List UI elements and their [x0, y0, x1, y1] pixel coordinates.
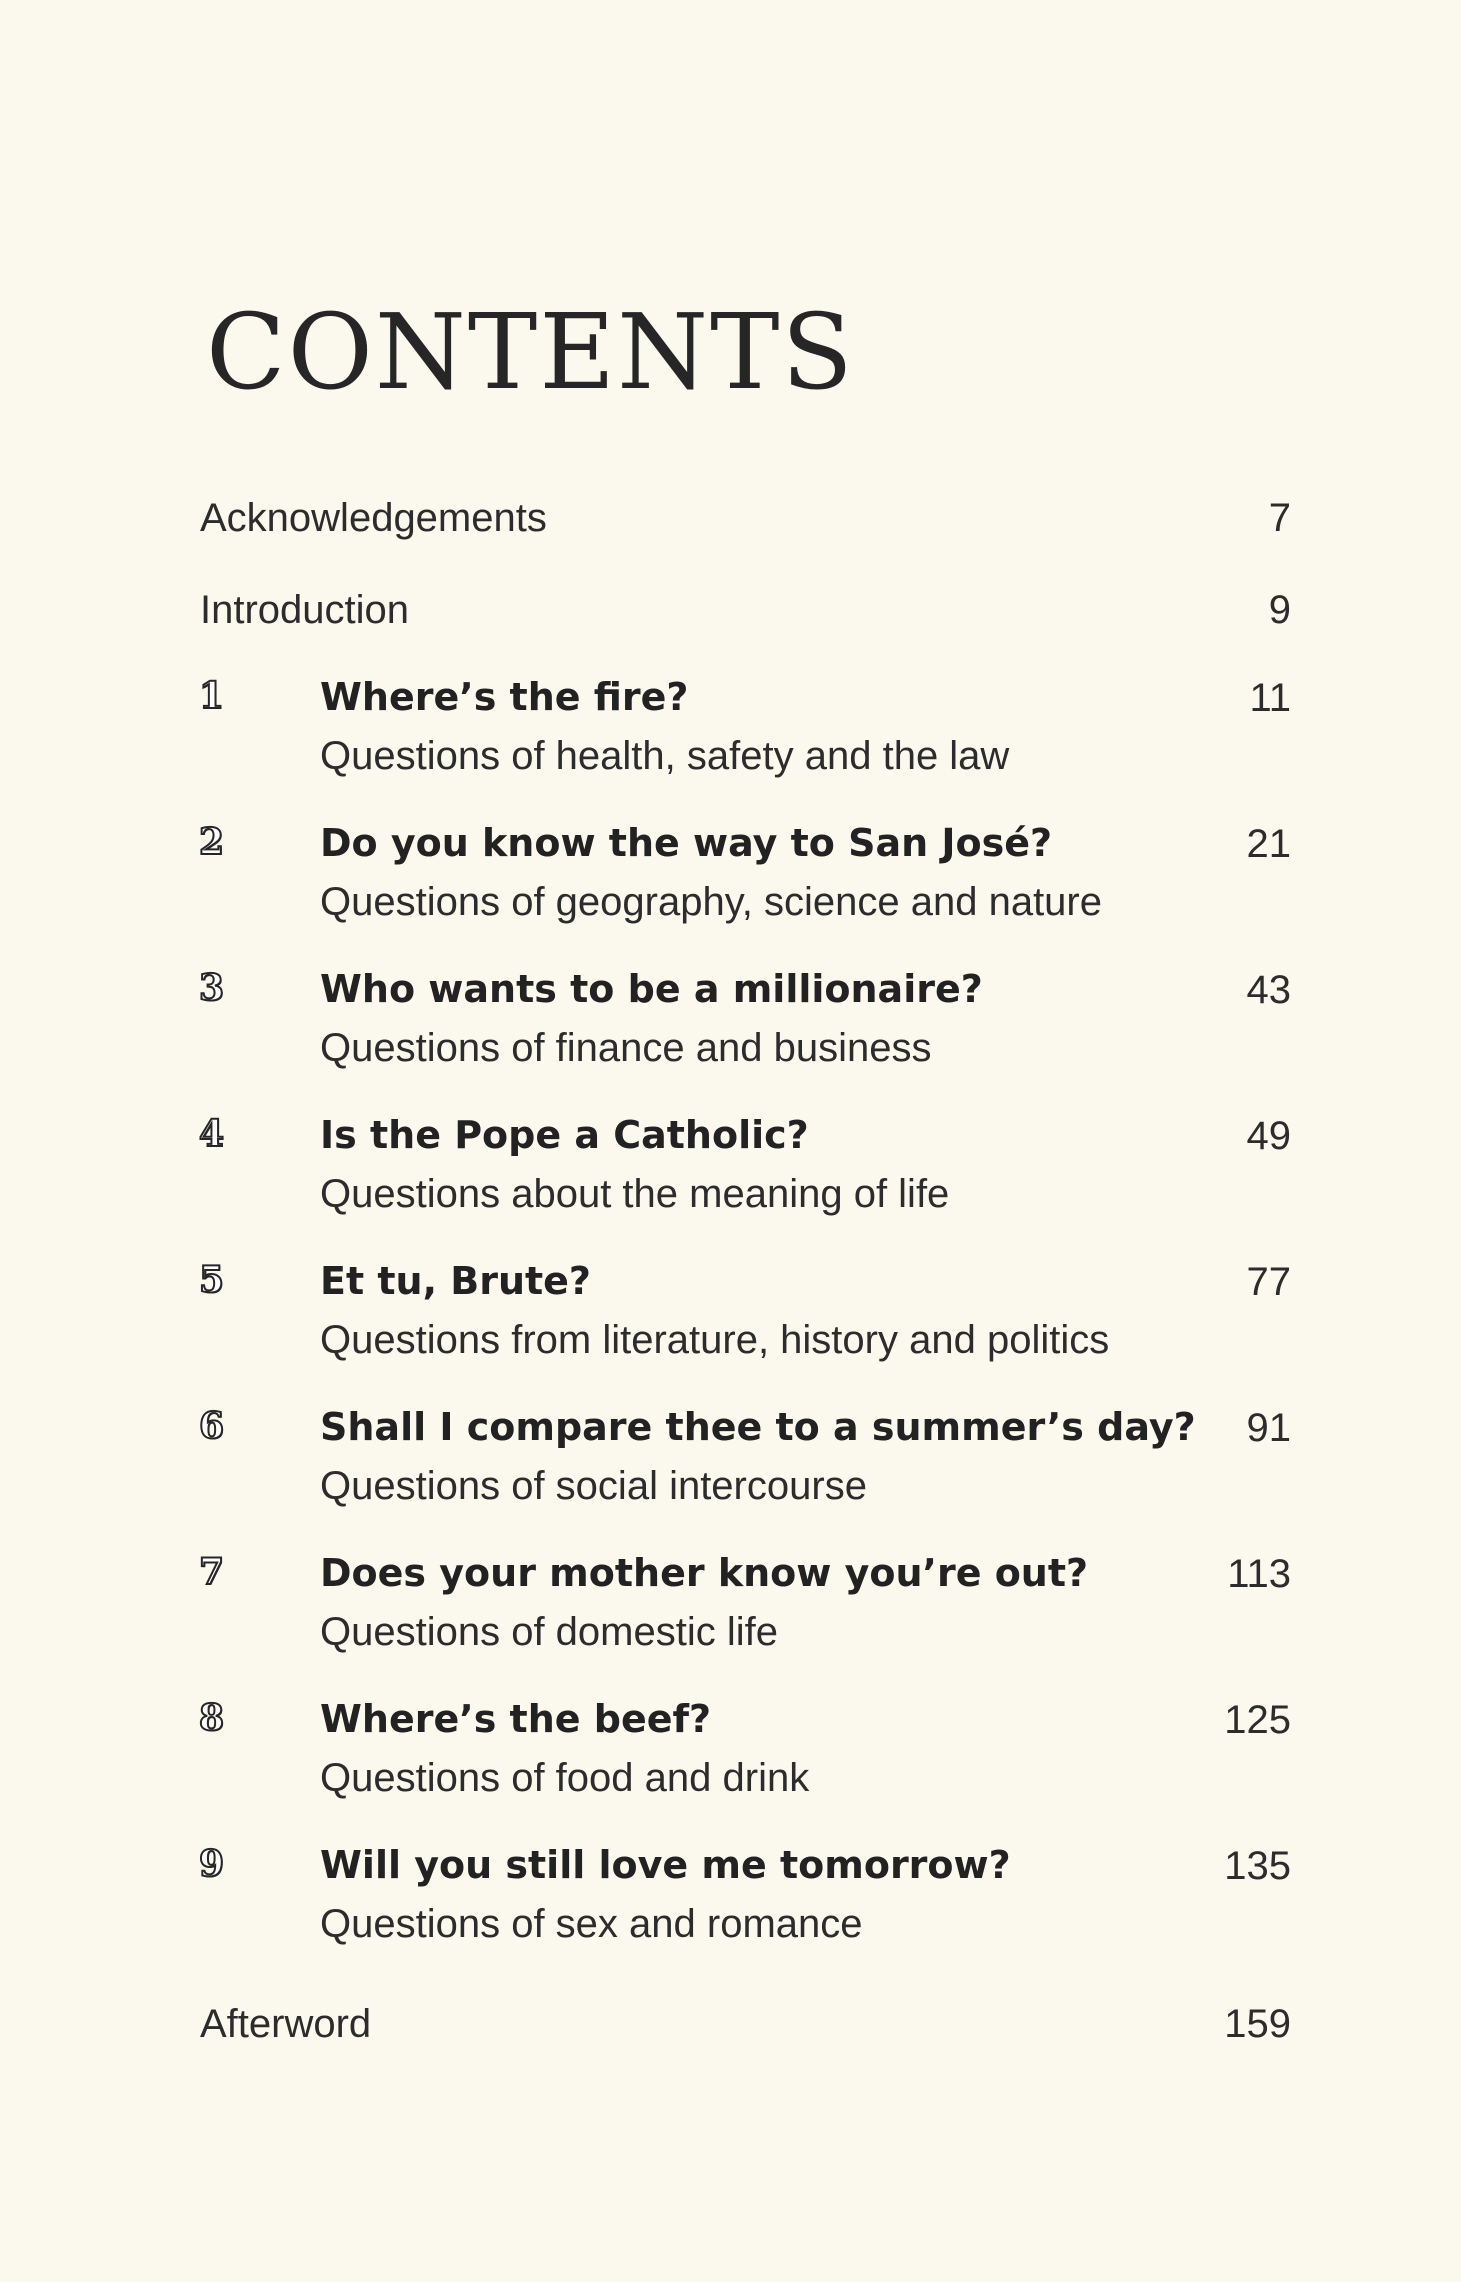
- toc-entry-label: Acknowledgements: [200, 496, 547, 540]
- chapter-number: 4: [199, 1113, 225, 1155]
- toc-page-number: 77: [1246, 1260, 1291, 1304]
- chapter-subtitle: Questions of finance and business: [320, 1026, 932, 1070]
- chapter-subtitle: Questions of sex and romance: [320, 1902, 863, 1946]
- chapter-number: 1: [199, 675, 225, 717]
- chapter-number: 5: [199, 1259, 225, 1301]
- chapter-number: 7: [199, 1551, 225, 1593]
- chapter-subtitle: Questions of geography, science and nature: [320, 880, 1102, 924]
- chapter-number: 6: [199, 1405, 225, 1447]
- toc-page-number: 43: [1246, 968, 1291, 1012]
- chapter-number: 2: [199, 821, 225, 863]
- chapter-title: Does your mother know you’re out?: [320, 1551, 1089, 1595]
- toc-entry-label: Afterword: [200, 2002, 372, 2046]
- toc-page-number: 7: [1268, 496, 1291, 540]
- chapter-title: Will you still love me tomorrow?: [320, 1843, 1011, 1887]
- chapter-title: Where’s the fire?: [320, 675, 689, 719]
- chapter-subtitle: Questions from literature, history and politics: [320, 1318, 1110, 1362]
- toc-page-number: 125: [1224, 1698, 1291, 1742]
- chapter-title: Et tu, Brute?: [320, 1259, 591, 1303]
- chapter-title: Shall I compare thee to a summer’s day?: [320, 1405, 1196, 1449]
- toc-page-number: 11: [1249, 676, 1291, 720]
- toc-page-number: 21: [1246, 822, 1291, 866]
- chapter-subtitle: Questions about the meaning of life: [320, 1172, 950, 1216]
- chapter-subtitle: Questions of food and drink: [320, 1756, 810, 1800]
- toc-page-number: 135: [1224, 1844, 1291, 1888]
- chapter-subtitle: Questions of social intercourse: [320, 1464, 867, 1508]
- toc-page-number: 113: [1227, 1552, 1291, 1596]
- chapter-subtitle: Questions of health, safety and the law: [320, 734, 1010, 778]
- toc-page-number: 91: [1246, 1406, 1291, 1450]
- chapter-number: 3: [199, 967, 225, 1009]
- chapter-title: Is the Pope a Catholic?: [320, 1113, 809, 1157]
- toc-page-number: 159: [1224, 2002, 1291, 2046]
- chapter-title: Do you know the way to San José?: [320, 821, 1053, 865]
- chapter-number: 8: [199, 1697, 225, 1739]
- toc-entry-label: Introduction: [200, 588, 410, 632]
- page-title: CONTENTS: [206, 291, 855, 413]
- chapter-title: Who wants to be a millionaire?: [320, 967, 983, 1011]
- chapter-subtitle: Questions of domestic life: [320, 1610, 778, 1654]
- chapter-title: Where’s the beef?: [320, 1697, 712, 1741]
- toc-page-number: 49: [1246, 1114, 1291, 1158]
- chapter-number: 9: [199, 1843, 225, 1885]
- toc-page-number: 9: [1268, 588, 1291, 632]
